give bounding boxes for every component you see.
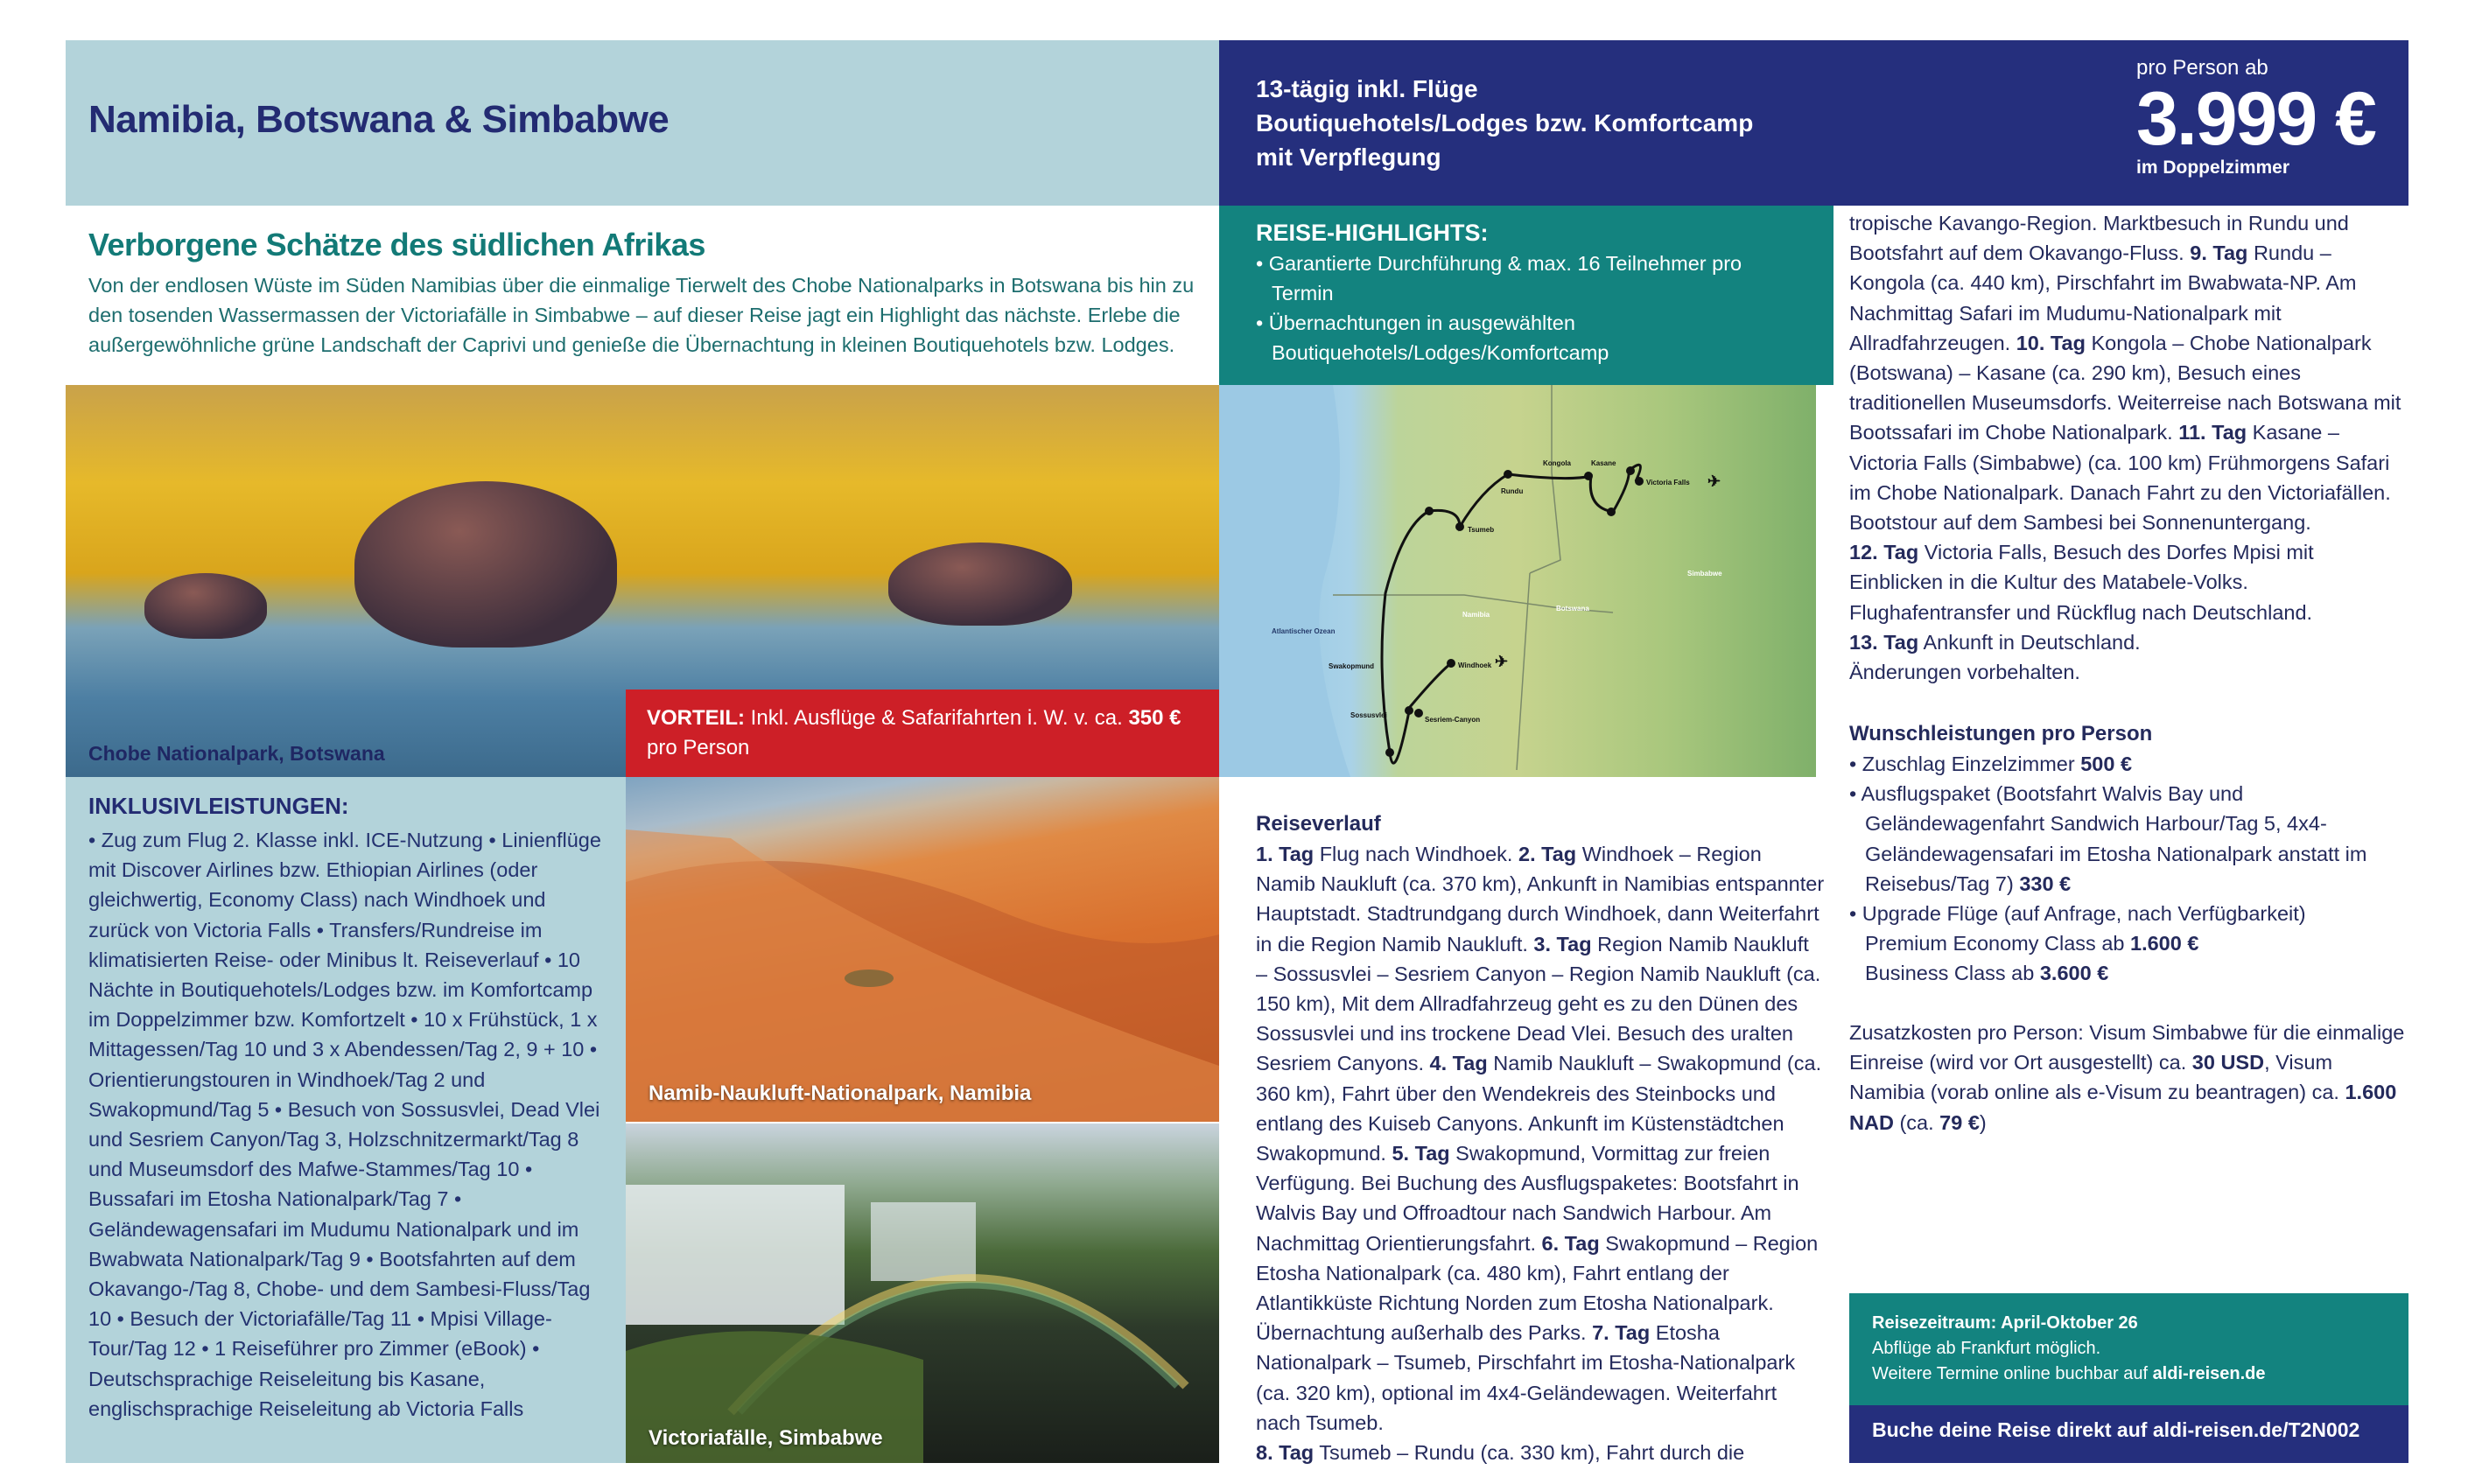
map-label-namibia: Namibia bbox=[1462, 611, 1490, 619]
day-text: Region Namib Naukluft – Sossusvlei – Sesriem Canyon – Region Namib Naukluft (ca. 150 km), Mit dem Allradfahrzeug geht es zu den Dünen des Sossusvlei und ins trockene Dead Vlei. Besuch des uralten Sesriem Canyons. bbox=[1256, 932, 1821, 1075]
highlight-item: • Garantierte Durchführung & max. 16 Teilnehmer pro Termin bbox=[1256, 252, 1742, 304]
airplane-icon: ✈ bbox=[1495, 653, 1509, 670]
upgrade-text: Business Class ab bbox=[1865, 962, 2035, 985]
intro-text: Von der endlosen Wüste im Süden Namibias über die einmalige Tierwelt des Chobe Nationalparks in Botswana bis hin zu den tosenden Wassermassen der Victoriafälle in Simbabwe – auf dieser Reise jagt ein Highlight das nächste. Erlebe die außergewöhnliche grüne Landschaft der Caprivi und genieße die Übernachtung in kleinen Boutiquehotels bzw. Lodges. bbox=[88, 274, 1195, 356]
page-title: Namibia, Botswana & Simbabwe bbox=[88, 98, 670, 141]
airplane-icon: ✈ bbox=[1707, 472, 1721, 490]
optional-services-title: Wunschleistungen pro Person bbox=[1849, 722, 2153, 746]
map-label-simbabwe: Simbabwe bbox=[1687, 570, 1722, 578]
day-text: Victoria Falls, Besuch des Dorfes Mpisi mit Einblicken in die Kultur des Matabele-Volks. Flughafentransfer und Rückflug nach Deutschland. bbox=[1849, 541, 2314, 624]
day-text: Namib Naukluft – Swakopmund (ca. 360 km), Fahrt über den Wendekreis des Steinbocks und entlang des Kuiseb Canyons. Ankunft im Küstenstädtchen Swakopmund. bbox=[1256, 1052, 1822, 1166]
vorteil-text: Inkl. Ausflüge & Safarifahrten i. W. v. ca. bbox=[750, 706, 1123, 730]
day-label: 11. Tag bbox=[2178, 421, 2247, 444]
map-label-sesriem: Sesriem-Canyon bbox=[1425, 716, 1481, 724]
photo-caption: Victoriafälle, Simbabwe bbox=[649, 1426, 883, 1450]
map-label-rundu: Rundu bbox=[1501, 487, 1524, 495]
photo-caption: Namib-Naukluft-Nationalpark, Namibia bbox=[649, 1082, 1032, 1105]
day-label: 3. Tag bbox=[1533, 932, 1592, 956]
highlights-box bbox=[1219, 206, 1833, 385]
map-label-tsumeb: Tsumeb bbox=[1468, 526, 1495, 534]
price-suffix: im Doppelzimmer bbox=[2136, 158, 2290, 178]
optional-item: • Zuschlag Einzelzimmer 500 € bbox=[1849, 752, 2133, 775]
optional-item: • Upgrade Flüge (auf Anfrage, nach Verfügbarkeit) bbox=[1849, 902, 2306, 926]
hippo-shape bbox=[144, 573, 267, 639]
map-label-swakopmund: Swakopmund bbox=[1329, 662, 1375, 670]
map-label-botswana: Botswana bbox=[1556, 605, 1589, 612]
day-text: Rundu – Kongola (ca. 440 km), Pirschfahrt im Bwabwata-NP. Am Nachmittag Safari im Mudumu-Nationalpark mit Allradfahrzeugen. bbox=[1849, 242, 2357, 354]
header-title-box bbox=[66, 40, 1219, 206]
vorteil-amount: 350 € bbox=[1128, 706, 1181, 730]
inclusions-text: • Zug zum Flug 2. Klasse inkl. ICE-Nutzung • Linienflüge mit Discover Airlines bzw. Ethiopian Airlines (oder gleichwertig, Economy Class) nach Windhoek und zurück von Victoria Falls • Transfers/Rundreise im klimatisierten Reise- oder Minibus lt. Reiseverlauf • 10 Nächte in Boutiquehotels/Lodges bzw. im Komfortcamp im Doppelzimmer bzw. Komfortzelt • 10 x Frühstück, 1 x Mittagessen/Tag 10 und 3 x Abendessen/Tag 2, 9 + 10 • Orientierungstouren in Windhoek/Tag 2 und Swakopmund/Tag 5 • Besuch von Sossusvlei, Dead Vlei und Sesriem Canyon/Tag 3, Holzschnitzermarkt/Tag 8 und Museumsdorf des Mafwe-Stammes/Tag 10 • Bussafari im Etosha Nationalpark/Tag 7 • Geländewagensafari im Mudumu Nationalpark und im Bwabwata Nationalpark/Tag 9 • Bootsfahrten auf dem Okavango-/Tag 8, Chobe- und dem Sambesi-Fluss/Tag 10 • Besuch der Victoriafälle/Tag 11 • Mpisi Village-Tour/Tag 12 • 1 Reiseführer pro Zimmer (eBook) • Deutschsprachige Reiseleitung bis Kasane, englischsprachige Reiseleitung ab Victoria Falls bbox=[88, 829, 601, 1420]
header-offer-box bbox=[1219, 40, 2408, 206]
day-text: Windhoek – Region Namib Naukluft (ca. 370 km), Ankunft in Namibias entspannter Hauptstadt. Stadtrundgang durch Windhoek, dann Weiterfahrt in die Region Namib Naukluft. bbox=[1256, 843, 1825, 956]
price-value: 3.999 € bbox=[2136, 77, 2375, 161]
hippo-shape bbox=[888, 542, 1072, 626]
day-label: 8. Tag bbox=[1256, 1441, 1315, 1465]
itinerary-title: Reiseverlauf bbox=[1256, 812, 1381, 836]
inclusions-title: INKLUSIVLEISTUNGEN: bbox=[88, 793, 349, 819]
upgrade-business bbox=[1849, 958, 2409, 988]
costs-text: (ca. bbox=[1899, 1110, 1934, 1134]
upgrade-text: Premium Economy Class ab bbox=[1865, 932, 2125, 956]
highlights-list bbox=[1256, 248, 1797, 368]
price-box bbox=[2136, 56, 2375, 178]
booking-cta-text[interactable]: Buche deine Reise direkt auf aldi-reisen.de/T2N002 bbox=[1872, 1418, 2360, 1441]
optional-item-text: Ausflugspaket (Bootsfahrt Walvis Bay und Geländewagenfahrt Sandwich Harbour/Tag 5, 4x4-Geländewagensafari im Etosha Nationalpark anstatt im Reisebus/Tag 7) bbox=[1861, 782, 2367, 895]
day-label: 10. Tag bbox=[2016, 331, 2086, 354]
map-label-ocean: Atlantischer Ozean bbox=[1272, 627, 1336, 635]
map-label-kongola: Kongola bbox=[1543, 459, 1571, 467]
map-label-sossusvlei: Sossusvlei bbox=[1350, 711, 1387, 719]
itinerary-section bbox=[1256, 809, 1825, 1467]
hippo-shape bbox=[354, 481, 617, 648]
more-dates bbox=[1872, 1362, 2386, 1387]
day-text: Flug nach Windhoek. bbox=[1319, 843, 1513, 865]
photo-namib-desert bbox=[626, 777, 1219, 1122]
trip-features bbox=[1256, 72, 1753, 174]
waterfall-illustration bbox=[626, 1124, 1219, 1463]
itinerary-text bbox=[1256, 839, 1825, 1467]
itinerary-continued bbox=[1849, 208, 2409, 687]
optional-item-text: Upgrade Flüge (auf Anfrage, nach Verfügbarkeit) bbox=[1862, 902, 2306, 926]
feature-meals: mit Verpflegung bbox=[1256, 144, 1441, 171]
optional-services-list bbox=[1849, 749, 2409, 928]
day-label: 2. Tag bbox=[1518, 843, 1577, 865]
itinerary-text-continued bbox=[1849, 208, 2409, 687]
day-label: 7. Tag bbox=[1592, 1321, 1651, 1345]
day-label: 5. Tag bbox=[1392, 1142, 1450, 1166]
booking-cta[interactable] bbox=[1849, 1405, 2408, 1463]
vorteil-label: VORTEIL: bbox=[647, 706, 745, 730]
costs-text: ) bbox=[1979, 1110, 1987, 1134]
upgrade-premium bbox=[1849, 928, 2409, 958]
upgrade-price: 3.600 € bbox=[2039, 962, 2109, 985]
day-text: Kongola – Chobe Nationalpark (Botswana) – Kasane (ca. 290 km), Besuch eines traditionellen Museumsdorfs. Weiterreise nach Botswana mit Bootssafari im Chobe Nationalpark. bbox=[1849, 331, 2401, 444]
day-text: Swakopmund, Vormittag zur freien Verfügung. Bei Buchung des Ausflugspaketes: Bootsfahrt in Walvis Bay und Offroadtour nach Sandwich Harbour. Am Nachmittag Orientierungsfahrt. bbox=[1256, 1142, 1799, 1255]
costs-text: Zusatzkosten pro Person: Visum Simbabwe für die einmalige Einreise (wird vor Ort ausgestellt) ca. bbox=[1849, 1021, 2405, 1074]
intro-headline: Verborgene Schätze des südlichen Afrikas bbox=[88, 227, 705, 262]
day-label: 9. Tag bbox=[2190, 242, 2248, 265]
optional-item-text: Zuschlag Einzelzimmer bbox=[1862, 752, 2075, 775]
more-dates-text: Weitere Termine online buchbar auf bbox=[1872, 1364, 2148, 1383]
travel-period-box bbox=[1849, 1293, 2408, 1405]
upgrade-price: 1.600 € bbox=[2130, 932, 2199, 956]
day-text: Etosha Nationalpark – Tsumeb, Pirschfahrt im Etosha-Nationalpark (ca. 320 km), optional im 4x4-Geländewagen. Weiterfahrt nach Tsumeb. bbox=[1256, 1321, 1796, 1434]
day-text: Swakopmund – Region Etosha Nationalpark (ca. 480 km), Fahrt entlang der Atlantikküste Richtung Norden zum Etosha Nationalpark. Übernachtung außerhalb des Parks. bbox=[1256, 1231, 1819, 1345]
vorteil-suffix: pro Person bbox=[647, 736, 750, 760]
costs-amount: 79 € bbox=[1939, 1110, 1980, 1134]
day-text: tropische Kavango-Region. Marktbesuch in Rundu und Bootsfahrt auf dem Okavango-Fluss. bbox=[1849, 212, 2349, 265]
highlight-item: • Übernachtungen in ausgewählten Boutiquehotels/Lodges/Komfortcamp bbox=[1256, 312, 1609, 364]
departure-info: Abflüge ab Frankfurt möglich. bbox=[1872, 1339, 2101, 1358]
day-text: Tsumeb – Rundu (ca. 330 km), Fahrt durch die bbox=[1319, 1441, 1745, 1465]
travel-period: Reisezeitraum: April-Oktober 26 bbox=[1872, 1313, 2138, 1333]
optional-item: • Ausflugspaket (Bootsfahrt Walvis Bay und Geländewagenfahrt Sandwich Harbour/Tag 5, 4x4-Geländewagensafari im Etosha Nationalpark anstatt im Reisebus/Tag 7) 330 € bbox=[1849, 782, 2367, 895]
dune-illustration bbox=[626, 777, 1219, 1122]
optional-item-price: 500 € bbox=[2080, 752, 2133, 775]
optional-services bbox=[1849, 719, 2409, 989]
costs-text: , Visum Namibia (vorab online als e-Visum zu beantragen) ca. bbox=[1849, 1051, 2339, 1104]
day-label: 1. Tag bbox=[1256, 843, 1315, 865]
vorteil-banner bbox=[626, 690, 1219, 777]
inclusions-box bbox=[66, 777, 626, 1463]
more-dates-link[interactable]: aldi-reisen.de bbox=[2152, 1364, 2266, 1383]
intro-section bbox=[66, 206, 1219, 385]
optional-item-price: 330 € bbox=[2019, 872, 2072, 895]
photo-caption: Chobe Nationalpark, Botswana bbox=[88, 742, 385, 765]
additional-costs bbox=[1849, 1018, 2409, 1138]
day-label: 12. Tag bbox=[1849, 541, 1919, 564]
map-label-windhoek: Windhoek bbox=[1458, 662, 1492, 669]
costs-amount: 30 USD bbox=[2191, 1051, 2265, 1074]
day-label: 4. Tag bbox=[1429, 1052, 1488, 1075]
route-map-svg bbox=[1219, 385, 1816, 777]
day-text: Kasane – Victoria Falls (Simbabwe) (ca. 100 km) Frühmorgens Safari im Chobe Nationalpark. Danach Fahrt zu den Victoriafällen. Bootstour auf dem Sambesi bei Sonnenuntergang. bbox=[1849, 421, 2391, 535]
price-prefix: pro Person ab bbox=[2136, 56, 2268, 80]
feature-accommodation: Boutiquehotels/Lodges bzw. Komfortcamp bbox=[1256, 109, 1754, 136]
feature-duration: 13-tägig inkl. Flüge bbox=[1256, 75, 1478, 102]
route-map bbox=[1219, 385, 1816, 777]
costs-amount: 1.600 NAD bbox=[1849, 1081, 2397, 1134]
day-label: 13. Tag bbox=[1849, 630, 1919, 654]
itinerary-note: Änderungen vorbehalten. bbox=[1849, 661, 2080, 684]
day-text: Ankunft in Deutschland. bbox=[1923, 630, 2141, 654]
map-label-victoria-falls: Victoria Falls bbox=[1646, 479, 1690, 486]
day-label: 6. Tag bbox=[1541, 1231, 1600, 1255]
highlights-title: REISE-HIGHLIGHTS: bbox=[1256, 220, 1489, 246]
map-label-kasane: Kasane bbox=[1591, 459, 1616, 467]
photo-victoria-falls bbox=[626, 1124, 1219, 1463]
